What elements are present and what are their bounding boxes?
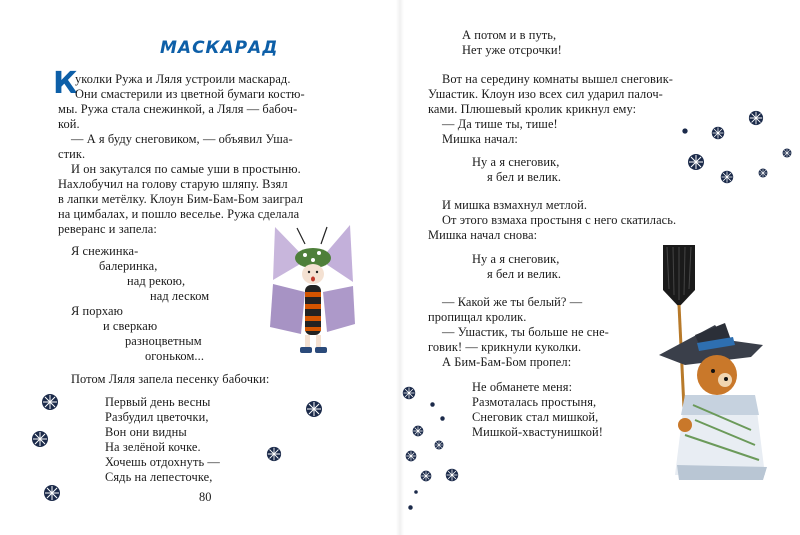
snowflake-icon bbox=[402, 386, 416, 400]
poem-line: над леском bbox=[150, 289, 210, 303]
poem-line: Разбудил цветочки, bbox=[105, 410, 209, 424]
poem-line: Первый день весны bbox=[105, 395, 211, 409]
poem-line: Не обманете меня: bbox=[472, 380, 573, 394]
text-line: — А я буду снеговиком, — объявил Уша- bbox=[71, 132, 293, 146]
text-line: Мишка начал снова: bbox=[428, 228, 538, 242]
poem-line: балеринка, bbox=[99, 259, 158, 273]
snowflake-icon bbox=[31, 430, 49, 448]
poem-line: я бел и велик. bbox=[487, 170, 562, 184]
text-line: стик. bbox=[58, 147, 86, 161]
right-page bbox=[400, 0, 800, 535]
text-line: на цимбалах, и пошло веселье. Ружа сделала bbox=[58, 207, 300, 221]
text-line: говик! — крикнули куколки. bbox=[428, 340, 582, 354]
poem-line: Нет уже отсрочки! bbox=[462, 43, 562, 57]
text-line: ками. Плюшевый кролик крикнул ему: bbox=[428, 102, 637, 116]
text-line: кой. bbox=[58, 117, 80, 131]
text-line: уколки Ружа и Ляля устроили маскарад. bbox=[75, 72, 291, 86]
drop-cap: К bbox=[53, 66, 78, 101]
page-number: 80 bbox=[199, 490, 212, 504]
text-line: Они смастерили из цветной бумаги костю- bbox=[75, 87, 305, 101]
poem-line: я бел и велик. bbox=[487, 267, 562, 281]
poem-line: над рекою, bbox=[127, 274, 186, 288]
text-line: От этого взмаха простыня с него скатилась. bbox=[442, 213, 677, 227]
poem-line: и сверкаю bbox=[103, 319, 158, 333]
poem-line: Мишкой-хвастунишкой! bbox=[472, 425, 604, 439]
poem-line: Размоталась простыня, bbox=[472, 395, 597, 409]
text-line: пропищал кролик. bbox=[428, 310, 527, 324]
snowflake-icon bbox=[41, 393, 59, 411]
snowflake-icon bbox=[414, 490, 418, 494]
poem-line: А потом и в путь, bbox=[462, 28, 557, 42]
poem-line: Я порхаю bbox=[71, 304, 123, 318]
poem-line: Хочешь отдохнуть — bbox=[105, 455, 220, 469]
snowflake-icon bbox=[758, 168, 768, 178]
text-line: Вот на середину комнаты вышел снеговик- bbox=[442, 72, 674, 86]
snowflake-icon bbox=[711, 126, 725, 140]
text-line: Нахлобучил на голову старую шляпу. Взял bbox=[58, 177, 288, 191]
poem-line: Вон они видны bbox=[105, 425, 187, 439]
snowflake-icon bbox=[720, 170, 734, 184]
text-line: мы. Ружа стала снежинкой, а Ляля — бабоч- bbox=[58, 102, 298, 116]
snowflake-icon bbox=[430, 402, 435, 407]
poem-line: Снеговик стал мишкой, bbox=[472, 410, 599, 424]
snowflake-icon bbox=[405, 450, 417, 462]
page-title: МАСКАРАД bbox=[160, 38, 279, 58]
snowflake-icon bbox=[445, 468, 459, 482]
snowflake-icon bbox=[440, 416, 445, 421]
snowflake-icon bbox=[748, 110, 764, 126]
text-line: И мишка взмахнул метлой. bbox=[442, 198, 588, 212]
text-line: Потом Ляля запела песенку бабочки: bbox=[71, 372, 270, 386]
snowflake-icon bbox=[782, 148, 792, 158]
text-line: в лапки метёлку. Клоун Бим-Бам-Бом заиграл bbox=[58, 192, 303, 206]
poem-line: Ну а я снеговик, bbox=[472, 252, 560, 266]
text-line: Мишка начал: bbox=[442, 132, 518, 146]
snowflake-icon bbox=[682, 128, 688, 134]
text-line: И он закутался по самые уши в простыню. bbox=[71, 162, 301, 176]
snowman-bear-illustration bbox=[655, 245, 770, 485]
snowflake-icon bbox=[408, 505, 413, 510]
snowflake-icon bbox=[434, 440, 444, 450]
snowflake-icon bbox=[420, 470, 432, 482]
text-line: Ушастик. Клоун изо всех сил ударил палоч- bbox=[428, 87, 663, 101]
poem-line: Сядь на лепесточке, bbox=[105, 470, 213, 484]
text-line: реверанс и запела: bbox=[58, 222, 157, 236]
snowflake-icon bbox=[412, 425, 424, 437]
snowflake-icon bbox=[43, 484, 61, 502]
butterfly-doll-illustration bbox=[265, 222, 360, 357]
text-line: — Какой же ты белый? — bbox=[442, 295, 583, 309]
poem-line: На зелёной кочке. bbox=[105, 440, 201, 454]
text-line: А Бим-Бам-Бом пропел: bbox=[442, 355, 572, 369]
poem-line: Я снежинка- bbox=[71, 244, 139, 258]
snowflake-icon bbox=[305, 400, 323, 418]
snowflake-icon bbox=[687, 153, 705, 171]
snowflake-icon bbox=[266, 446, 282, 462]
text-line: — Ушастик, ты больше не сне- bbox=[442, 325, 609, 339]
poem-line: разноцветным bbox=[125, 334, 202, 348]
poem-line: Ну а я снеговик, bbox=[472, 155, 560, 169]
poem-line: огоньком... bbox=[145, 349, 205, 363]
text-line: — Да тише ты, тише! bbox=[442, 117, 558, 131]
